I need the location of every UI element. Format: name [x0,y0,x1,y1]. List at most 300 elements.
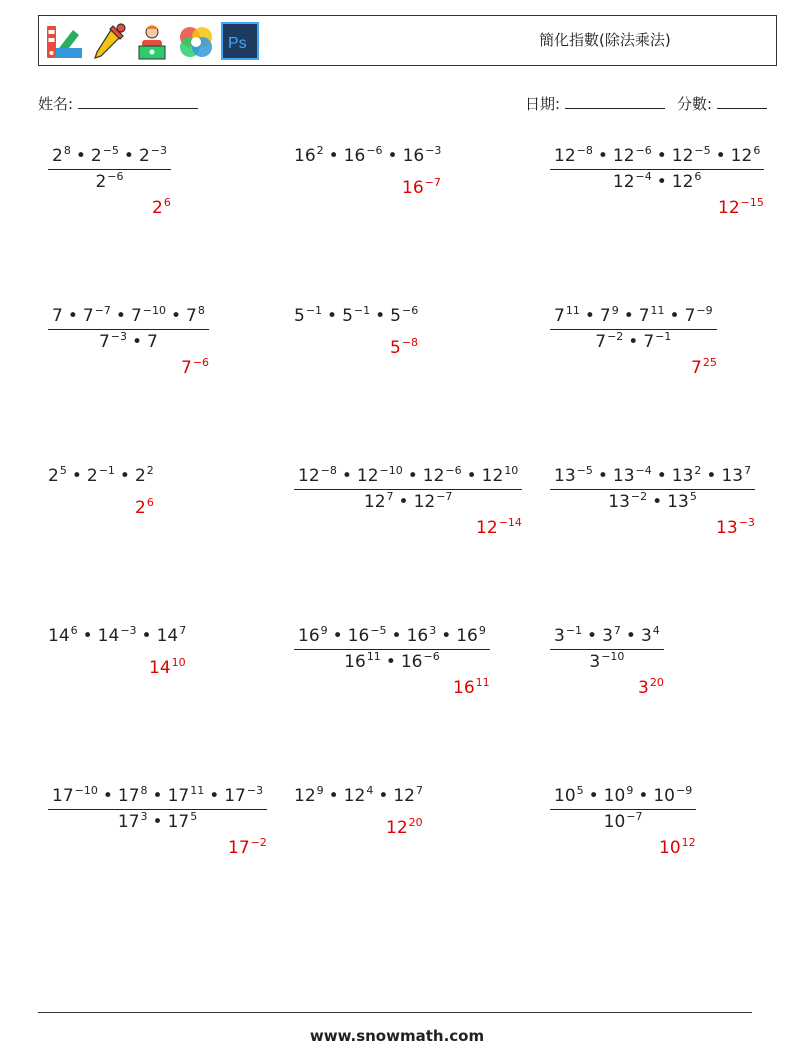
term-exponent: 11 [366,650,381,663]
term-base: 14 [97,626,120,646]
multiply-dot: • [715,146,726,166]
power-term [98,626,137,646]
answer-base: 12 [718,198,740,218]
term-base: 7 [186,306,197,326]
name-field [38,93,198,114]
term-base: 17 [167,786,190,806]
answer [476,518,522,538]
power-term [613,172,652,192]
answer-exponent: 11 [475,676,490,689]
power-term [364,492,394,512]
power-term [672,172,702,192]
term-base: 7 [98,332,110,352]
denominator [550,489,755,512]
power-term [554,146,593,166]
multiply-dot: • [71,466,82,486]
term-exponent: 2 [694,464,702,477]
term-exponent: −5 [694,144,711,157]
power-term [147,332,158,352]
multiply-dot: • [328,786,339,806]
multiply-dot: • [628,332,639,352]
term-exponent: 9 [626,784,634,797]
date-label: 日期: [525,95,561,113]
problem-expression [550,626,664,672]
term-base: 2 [48,466,59,486]
problem-expression [294,466,522,512]
answer-base: 12 [386,818,408,838]
term-exponent: −9 [696,304,713,317]
power-term [595,332,623,352]
term-base: 10 [603,786,626,806]
term-base: 16 [343,146,366,166]
term-base: 5 [390,306,401,326]
denominator [48,329,209,352]
answer-base: 16 [453,678,475,698]
answer-exponent: −14 [498,516,522,529]
power-term [342,306,370,326]
term-base: 12 [343,786,366,806]
answer-base: 12 [476,518,498,538]
term-exponent: −7 [626,810,643,823]
denominator [550,169,764,192]
fraction [48,146,171,192]
answer [135,498,154,518]
answer [402,178,441,198]
term-exponent: −1 [565,624,583,637]
term-base: 3 [602,626,613,646]
score-label: 分數: [677,95,713,113]
multiply-dot: • [623,306,634,326]
term-base: 5 [294,306,305,326]
term-exponent: −2 [607,330,624,343]
power-term [186,306,205,326]
term-exponent: 9 [611,304,619,317]
problem-expression [294,146,441,166]
power-term [157,626,187,646]
term-base: 14 [156,626,179,646]
denominator [48,809,267,832]
term-exponent: −10 [142,304,166,317]
answer-exponent: 12 [681,836,696,849]
term-base: 2 [52,146,63,166]
score-blank[interactable] [717,94,767,109]
palette-swatch-icon [43,20,85,62]
term-base: 14 [48,626,70,646]
worksheet-header [38,15,777,66]
term-exponent: −10 [379,464,403,477]
multiply-dot: • [391,626,402,646]
term-base: 2 [138,146,150,166]
answer [638,678,664,698]
photoshop-icon [219,20,261,62]
denominator [550,649,664,672]
multiply-dot: • [652,492,663,512]
multiply-dot: • [387,146,398,166]
power-term [414,492,453,512]
answer-exponent: 6 [163,196,171,209]
answer-base: 2 [135,498,146,518]
footer-website: www.snowmath.com [309,1027,485,1045]
term-base: 12 [393,786,415,806]
date-blank[interactable] [565,94,665,109]
term-exponent: −3 [150,144,167,157]
power-term [52,306,63,326]
term-exponent: 3 [140,810,148,823]
power-term [390,306,418,326]
multiply-dot: • [466,466,477,486]
multiply-dot: • [656,146,667,166]
numerator [48,146,171,169]
term-base: 12 [730,146,753,166]
multiply-dot: • [587,626,598,646]
term-exponent: −7 [436,490,453,503]
term-exponent: 2 [316,144,324,157]
multiply-dot: • [132,332,143,352]
power-term [83,306,111,326]
answer [152,198,171,218]
term-base: 12 [363,492,386,512]
power-term [348,626,387,646]
term-exponent: −3 [120,624,137,637]
answer-base: 7 [181,358,192,378]
term-base: 2 [134,466,146,486]
answer [718,198,764,218]
problem-expression [294,306,418,326]
answer-base: 5 [390,338,401,358]
term-base: 3 [554,626,565,646]
term-exponent: 6 [694,170,702,183]
denominator [550,809,696,832]
power-term [613,146,652,166]
term-exponent: −3 [110,330,128,343]
term-base: 5 [342,306,353,326]
term-base: 12 [298,466,320,486]
term-exponent: 5 [689,490,697,503]
term-exponent: −7 [94,304,111,317]
term-base: 7 [130,306,142,326]
multiply-dot: • [441,626,452,646]
answer-exponent: 6 [146,496,154,509]
answer-exponent: −7 [424,176,441,189]
power-term [118,786,148,806]
power-term [602,626,621,646]
power-term [554,306,580,326]
term-base: 7 [643,332,655,352]
term-base: 13 [608,492,630,512]
power-term [168,812,198,832]
answer [453,678,490,698]
multiply-dot: • [119,466,130,486]
term-exponent: 3 [429,624,437,637]
term-base: 3 [640,626,652,646]
term-base: 17 [224,786,246,806]
term-base: 12 [422,466,445,486]
term-exponent: −10 [601,650,625,663]
multiply-dot: • [625,626,636,646]
term-exponent: 7 [613,624,621,637]
problem-expression [550,306,717,352]
term-exponent: −9 [675,784,693,797]
answer-exponent: −3 [738,516,755,529]
multiply-dot: • [102,786,113,806]
term-exponent: 4 [366,784,374,797]
power-term [91,146,119,166]
answer-exponent: 10 [171,656,186,669]
power-term [224,786,263,806]
fraction [550,626,664,672]
numerator [550,786,696,809]
term-base: 7 [554,306,565,326]
power-term [554,786,584,806]
term-exponent: 11 [190,784,205,797]
power-term [643,332,671,352]
term-base: 2 [95,172,107,192]
denominator [294,649,490,672]
multiply-dot: • [597,146,608,166]
term-exponent: 9 [316,784,324,797]
numerator [550,466,755,489]
problem-expression [48,786,267,832]
power-term [731,146,761,166]
term-exponent: 7 [415,784,423,797]
term-exponent: −10 [74,784,98,797]
term-base: 16 [298,626,320,646]
power-term [554,466,593,486]
score-field [677,93,767,114]
term-base: 16 [402,146,425,166]
date-field [525,93,665,114]
term-exponent: −5 [576,464,593,477]
fraction [294,626,490,672]
problem-expression [550,786,696,832]
term-exponent: 5 [190,810,198,823]
numerator [294,466,522,489]
term-base: 16 [347,626,370,646]
designer-person-icon [131,20,173,62]
term-exponent: 5 [576,784,584,797]
power-term [344,652,381,672]
term-exponent: 8 [197,304,205,317]
multiply-dot: • [597,466,608,486]
answer-exponent: 20 [649,676,664,689]
power-term [48,466,67,486]
term-exponent: −6 [366,144,383,157]
multiply-dot: • [123,146,134,166]
multiply-dot: • [115,306,126,326]
term-exponent: 11 [650,304,665,317]
term-base: 16 [456,626,478,646]
term-base: 7 [82,306,94,326]
answer-exponent: −8 [401,336,419,349]
term-base: 16 [344,652,366,672]
answer-exponent: 20 [408,816,423,829]
answer [691,358,717,378]
term-base: 13 [612,466,635,486]
term-base: 12 [294,786,316,806]
term-exponent: −1 [353,304,371,317]
term-exponent: −6 [635,144,652,157]
multiply-dot: • [328,146,339,166]
term-base: 10 [554,786,576,806]
power-term [721,466,751,486]
power-term [407,626,437,646]
power-term [600,306,619,326]
power-term [482,466,519,486]
term-base: 12 [481,466,504,486]
power-term [456,626,486,646]
numerator [550,626,664,649]
power-term [294,146,324,166]
problem-expression [550,146,764,192]
term-base: 13 [554,466,576,486]
power-term [294,786,324,806]
term-base: 12 [671,146,694,166]
numerator [294,626,490,649]
fraction [550,786,696,832]
multiply-dot: • [706,466,717,486]
answer [390,338,418,358]
term-base: 13 [667,492,689,512]
power-term [613,466,652,486]
power-term [589,652,624,672]
power-term [139,146,167,166]
multiply-dot: • [75,146,86,166]
term-exponent: 5 [59,464,67,477]
term-exponent: 8 [140,784,148,797]
term-exponent: 7 [386,490,394,503]
multiply-dot: • [327,306,338,326]
answer-base: 13 [716,518,738,538]
answer [149,658,186,678]
answer-base: 3 [638,678,649,698]
problem-expression [48,306,209,352]
multiply-dot: • [141,626,152,646]
problem-expression [48,626,186,646]
term-exponent: 10 [504,464,519,477]
power-term [95,172,123,192]
fraction [550,466,755,512]
term-exponent: −1 [655,330,672,343]
power-term [344,786,374,806]
answer-base: 2 [152,198,163,218]
multiply-dot: • [638,786,649,806]
multiply-dot: • [584,306,595,326]
answer-base: 7 [691,358,702,378]
term-base: 12 [671,172,694,192]
numerator [48,786,267,809]
term-exponent: −3 [246,784,264,797]
term-exponent: 2 [146,464,154,477]
power-term [672,146,711,166]
term-exponent: −4 [635,464,652,477]
answer-base: 16 [402,178,424,198]
power-term [52,146,71,166]
power-term [423,466,462,486]
answer-exponent: −6 [192,356,210,369]
answer-base: 17 [228,838,250,858]
term-base: 12 [554,146,576,166]
power-term [639,306,665,326]
term-exponent: −2 [630,490,648,503]
multiply-dot: • [209,786,220,806]
term-exponent: −8 [320,464,337,477]
term-base: 10 [653,786,675,806]
term-exponent: −1 [98,464,115,477]
answer [228,838,267,858]
power-term [168,786,205,806]
denominator [48,169,171,192]
term-base: 16 [406,626,429,646]
fraction [550,306,717,352]
fraction [550,146,764,192]
problem-expression [294,626,490,672]
term-exponent: −1 [305,304,323,317]
name-label: 姓名: [38,95,74,113]
svg-text:Ps: Ps [228,35,247,52]
term-base: 13 [671,466,694,486]
power-term [135,466,154,486]
term-base: 7 [147,332,158,352]
icon-strip [43,20,261,62]
answer [659,838,696,858]
multiply-dot: • [152,786,163,806]
term-base: 7 [52,306,63,326]
term-base: 2 [86,466,98,486]
term-exponent: −5 [102,144,119,157]
term-base: 3 [589,652,601,672]
multiply-dot: • [398,492,409,512]
answer [716,518,755,538]
power-term [48,626,78,646]
power-term [554,626,582,646]
term-base: 12 [413,492,436,512]
term-base: 2 [90,146,102,166]
term-base: 13 [721,466,744,486]
term-exponent: 4 [652,624,660,637]
term-base: 7 [684,306,696,326]
term-exponent: −8 [576,144,593,157]
term-base: 12 [356,466,379,486]
power-term [403,146,442,166]
multiply-dot: • [332,626,343,646]
multiply-dot: • [170,306,182,326]
power-term [401,652,440,672]
problem-expression [48,466,154,486]
term-exponent: 9 [478,624,486,637]
power-term [357,466,403,486]
term-base: 10 [603,812,626,832]
power-term [393,786,423,806]
power-term [672,466,702,486]
term-exponent: 6 [753,144,761,157]
answer-exponent: −2 [250,836,267,849]
multiply-dot: • [341,466,352,486]
power-term [87,466,115,486]
term-base: 17 [117,786,140,806]
answer-exponent: −15 [740,196,764,209]
multiply-dot: • [67,306,78,326]
term-base: 17 [167,812,190,832]
problem-expression [550,466,755,512]
multiply-dot: • [375,306,386,326]
numerator [48,306,209,329]
answer-base: 10 [659,838,681,858]
name-blank[interactable] [78,94,198,109]
power-term [294,306,322,326]
multiply-dot: • [152,812,163,832]
term-exponent: −6 [107,170,124,183]
term-base: 16 [294,146,316,166]
